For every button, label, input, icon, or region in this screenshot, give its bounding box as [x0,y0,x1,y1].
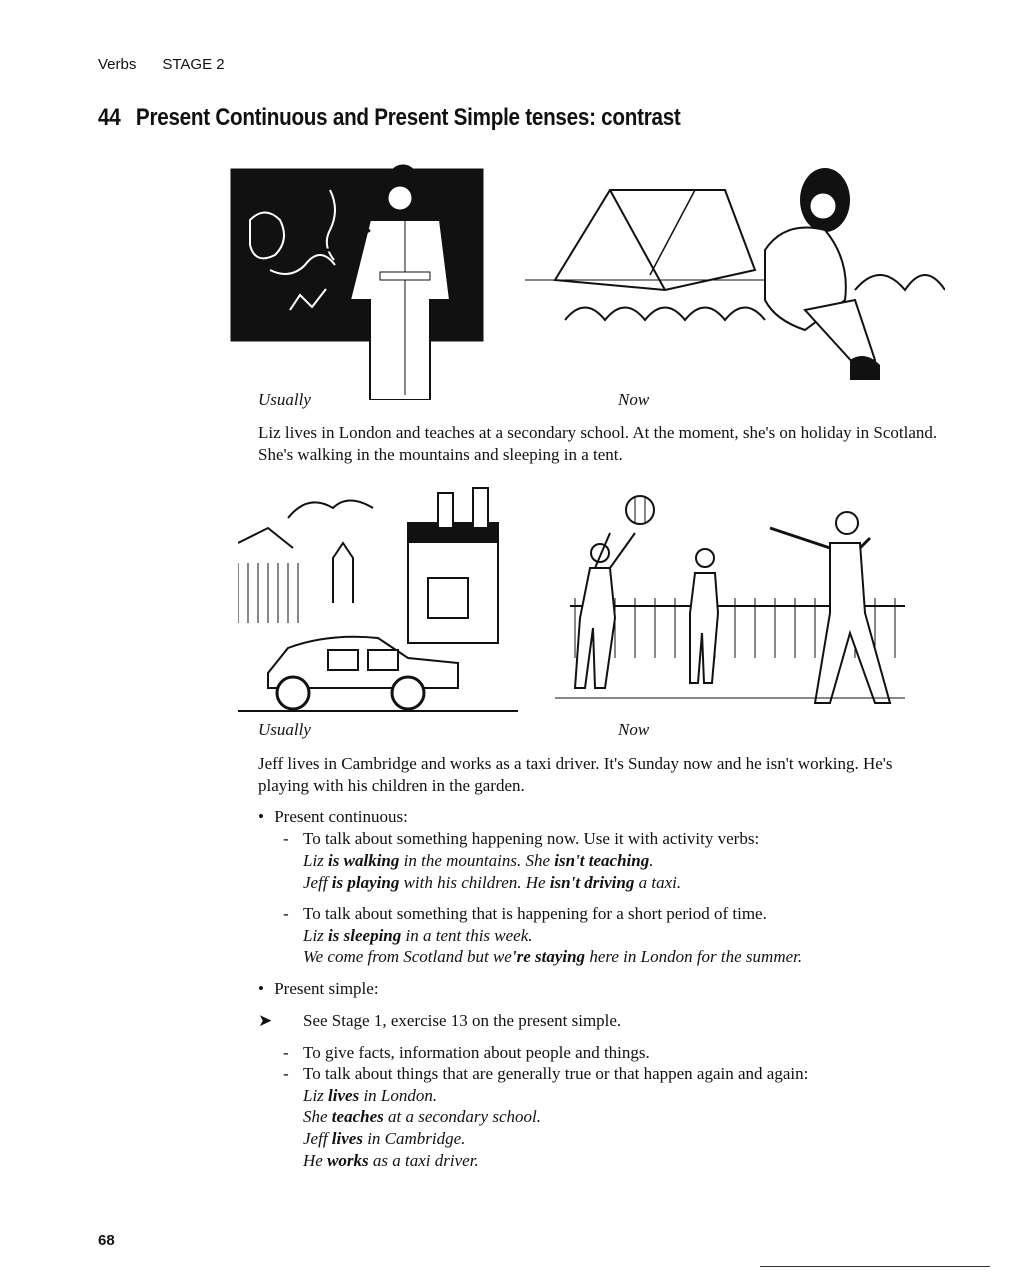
ex-verb: is walking [328,851,400,870]
continuous-use1-example1 [303,850,653,872]
ex-text: Liz [303,1086,329,1105]
ex-verb: works [327,1151,369,1170]
ex-text: a taxi. [634,873,682,892]
simple-use2-row [283,1063,809,1085]
ex-verb: 're staying [511,947,586,966]
family-playing-ball-in-garden-icon [555,488,915,723]
see-also-row [258,1010,622,1032]
liz-now-caption: Now [618,390,650,409]
continuous-heading-row [258,806,408,828]
simple-example4 [303,1150,479,1172]
continuous-use1-text: To talk about something happening now. Use it with activity verbs: [303,829,760,848]
taxi-in-cambridge-icon [238,483,528,718]
simple-use1-text: To give facts, information about people and things. [303,1043,650,1062]
bullet-icon: • [258,979,264,998]
simple-use1-row [283,1042,650,1064]
ex-text: in the mountains. She [399,851,555,870]
simple-heading: Present simple: [274,979,379,998]
unit-heading: Present Continuous and Present Simple tenses: contrast [135,104,681,131]
ex-text: . [649,851,654,870]
simple-heading-row [258,978,379,1000]
ex-text: Jeff [303,1129,332,1148]
ex-text: Liz [303,851,329,870]
teacher-at-blackboard-icon [230,160,490,400]
continuous-use2-text: To talk about something that is happening for a short period of time. [303,904,767,923]
liz-usual-caption: Usually [258,390,311,409]
ex-text: Liz [303,926,329,945]
see-also-text: See Stage 1, exercise 13 on the present simple. [303,1011,622,1030]
simple-use2-text: To talk about things that are generally true or that happen again and again: [303,1064,809,1083]
jeff-usual-caption: Usually [258,720,311,739]
simple-example2 [303,1106,541,1128]
liz-paragraph: Liz lives in London and teaches at a secondary school. At the moment, she's on holiday in Scotland. She's walking in the mountains and sleeping in a tent. [258,423,938,464]
continuous-use2-example1 [303,925,533,947]
bullet-icon: • [258,807,264,826]
ex-verb: teaches [331,1107,384,1126]
ex-verb: isn't teaching [554,851,650,870]
arrow-icon: ➤ [258,1011,273,1030]
simple-example1 [303,1085,437,1107]
dash-icon: - [283,1064,289,1083]
continuous-heading: Present continuous: [274,807,408,826]
footer-rule [760,1266,990,1267]
continuous-use1-row [283,828,760,850]
jeff-now-caption: Now [618,720,650,739]
dash-icon: - [283,1043,289,1062]
dash-icon: - [283,829,289,848]
ex-text: We come from Scotland but we [303,947,512,966]
page-number: 68 [98,1232,115,1249]
stage-label: STAGE 2 [162,56,225,73]
ex-text: Jeff [303,873,332,892]
ex-text: She [303,1107,332,1126]
section-label: Verbs [98,56,137,73]
unit-title [98,104,681,132]
continuous-use2-example2 [303,946,802,968]
ex-text: here in London for the summer. [585,947,803,966]
ex-verb: is sleeping [328,926,402,945]
ex-text: He [303,1151,328,1170]
simple-example3 [303,1128,465,1150]
continuous-use1-example2 [303,872,681,894]
ex-text: with his children. He [399,873,550,892]
ex-text: as a taxi driver. [368,1151,479,1170]
running-head [98,56,225,73]
ex-text: in London. [359,1086,438,1105]
ex-text: at a secondary school. [383,1107,541,1126]
ex-verb: lives [328,1086,360,1105]
unit-number: 44 [98,104,121,131]
ex-verb: lives [331,1129,363,1148]
ex-text: in Cambridge. [362,1129,466,1148]
continuous-use2-row [283,903,767,925]
camper-sitting-by-tent-icon [525,160,945,400]
dash-icon: - [283,904,289,923]
ex-verb: isn't driving [549,873,635,892]
jeff-paragraph: Jeff lives in Cambridge and works as a taxi driver. It's Sunday now and he isn't working. He's playing with his children in the garden. [258,754,893,795]
ex-verb: is playing [331,873,400,892]
ex-text: in a tent this week. [401,926,533,945]
